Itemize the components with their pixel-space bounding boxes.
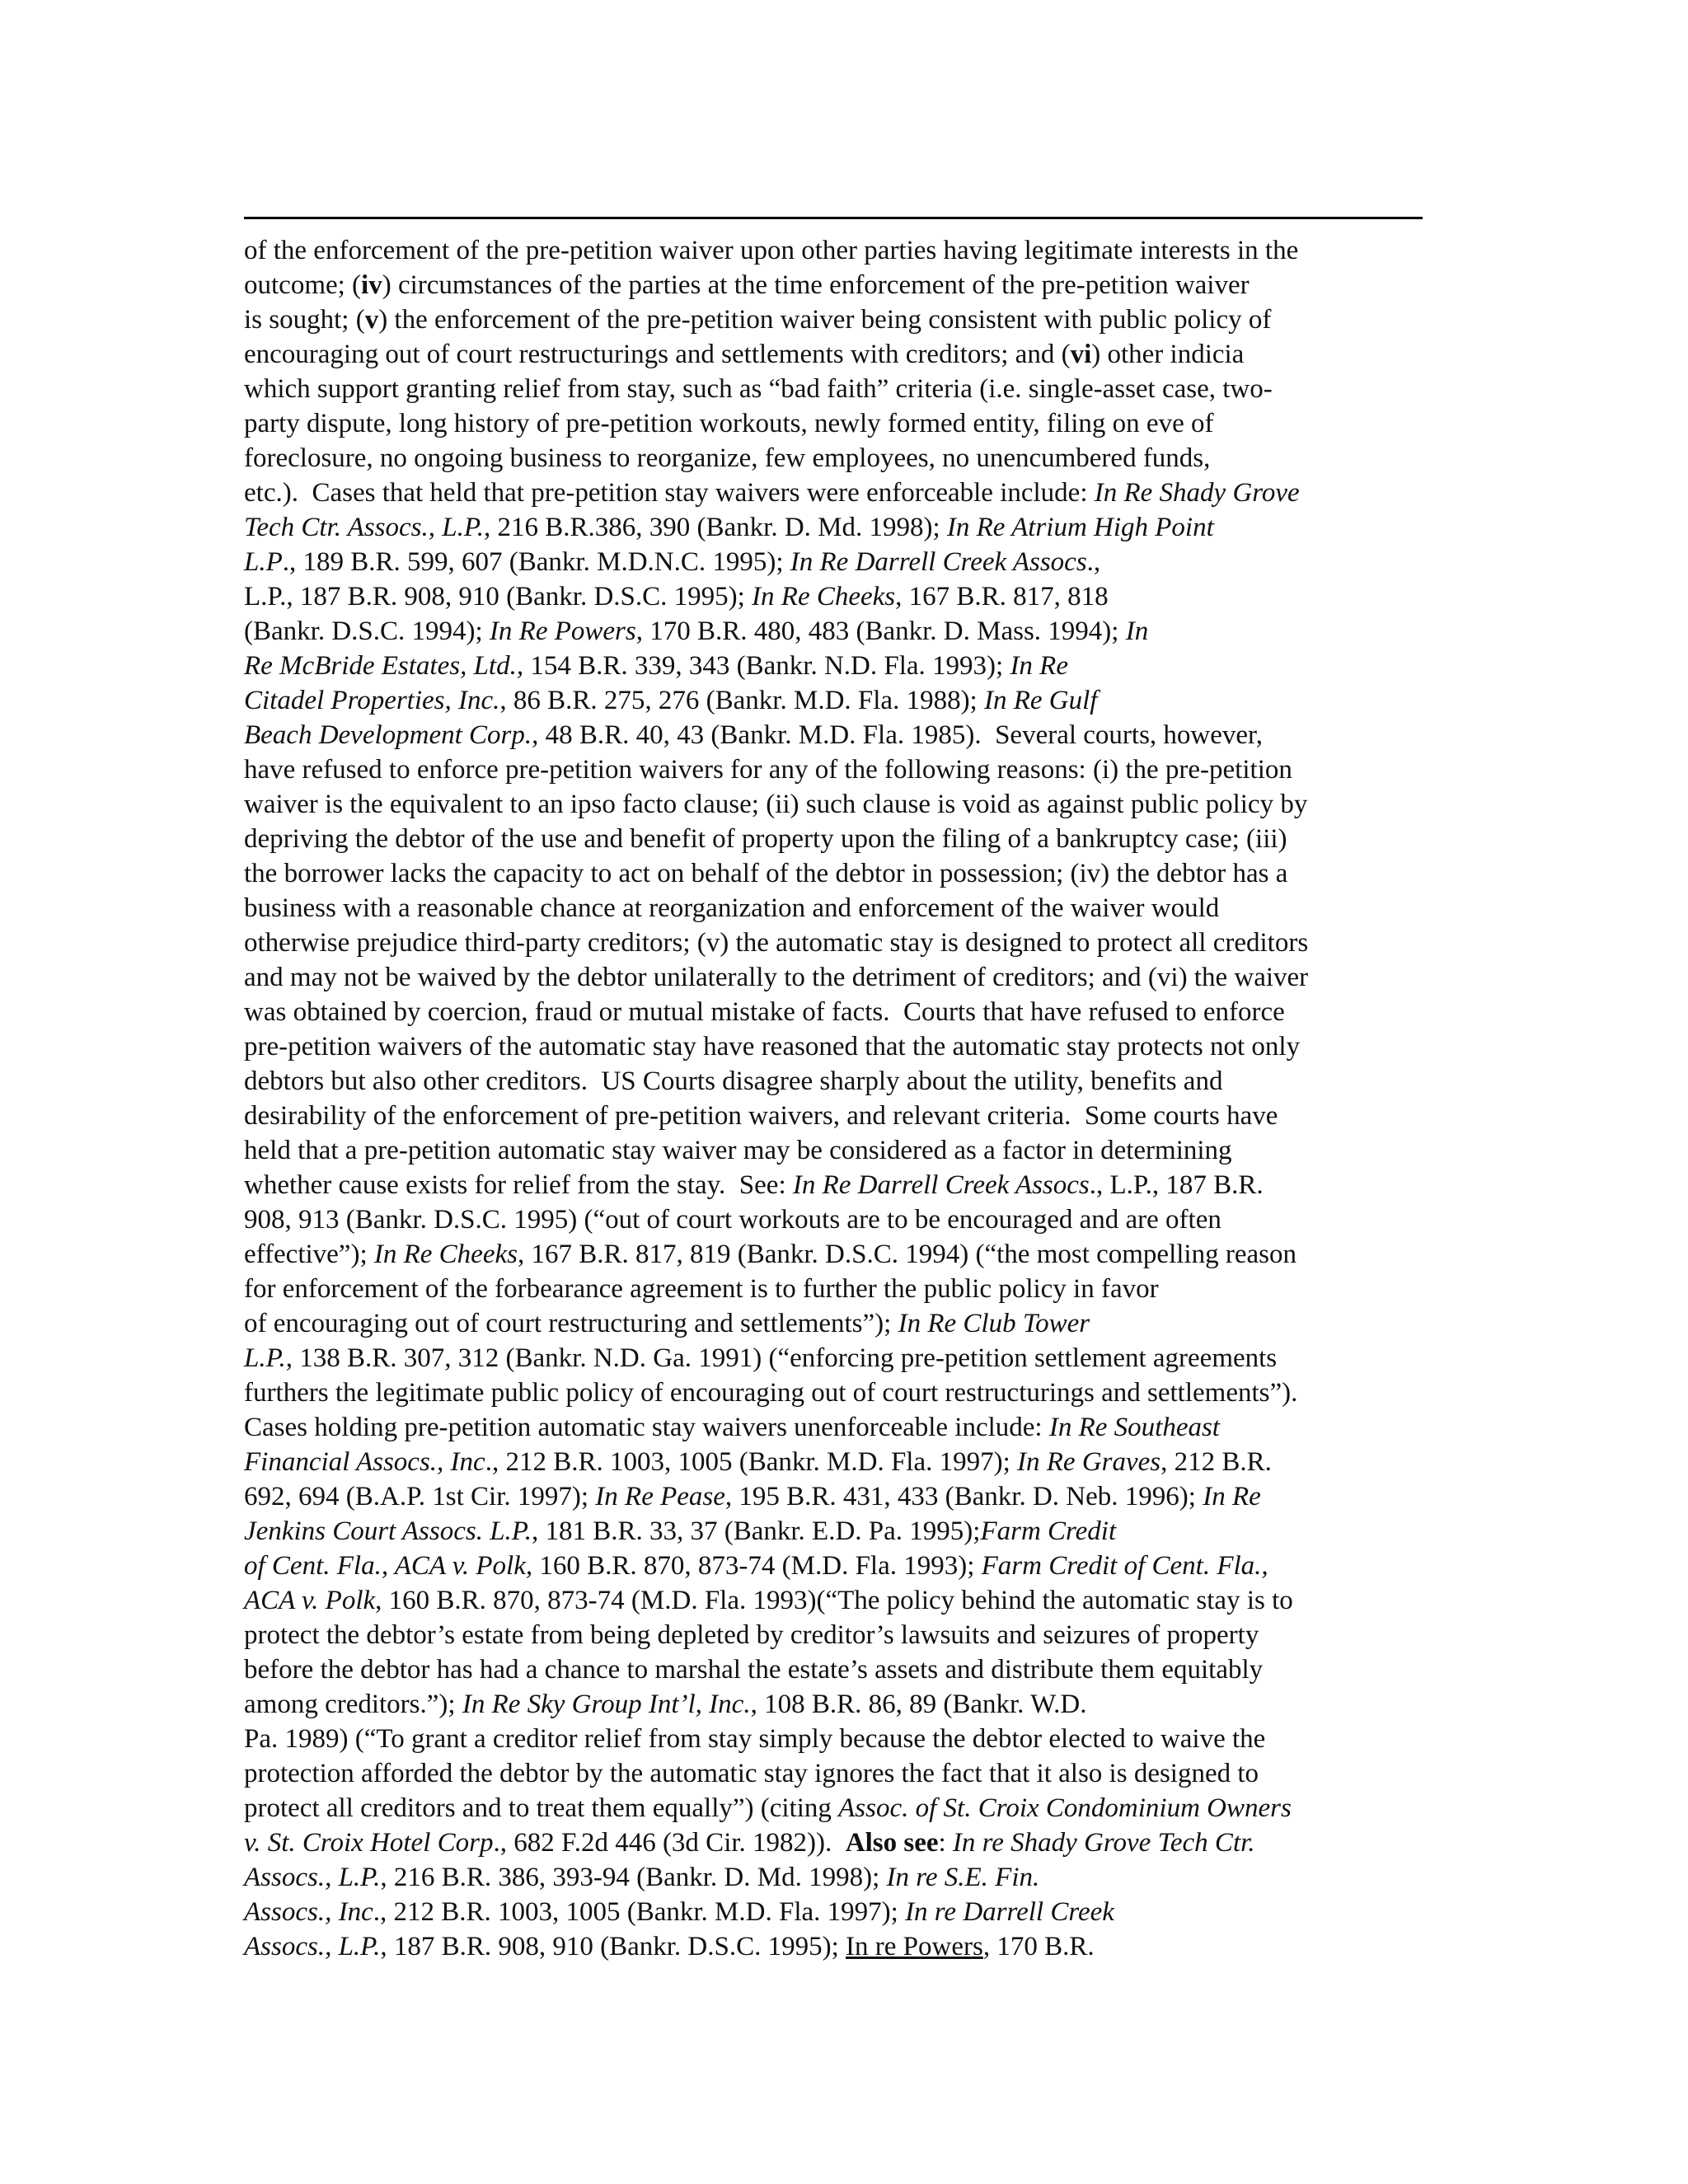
case-citation-italic: In Re Graves — [1017, 1447, 1161, 1477]
text-run: ., L.P., 187 B.R. — [1089, 1170, 1264, 1200]
case-citation-italic: Beach Development Corp. — [244, 720, 532, 750]
case-citation-italic: Re McBride Estates, Ltd., — [244, 651, 524, 681]
case-citation-italic: L.P. — [244, 1343, 286, 1373]
case-citation-italic: ACA v. Polk — [244, 1586, 376, 1615]
text-run: desirability of the enforcement of pre-petition waivers, and relevant criteria. Some courts have — [244, 1101, 1278, 1131]
footnote-line — [244, 1376, 1431, 1410]
text-run: ) circumstances of the parties at the time enforcement of the pre-petition waiver — [382, 270, 1250, 300]
case-citation-italic: Jenkins Court Assocs. L.P. — [244, 1516, 532, 1546]
footnote-line — [244, 1687, 1431, 1722]
case-citation-italic: In Re Darrell Creek Assocs — [792, 1170, 1090, 1200]
footnote-line — [244, 1202, 1431, 1237]
text-run: of the enforcement of the pre-petition waiver upon other parties having legitimate interests in the — [244, 236, 1299, 265]
text-run: , 170 B.R. 480, 483 (Bankr. D. Mass. 1994); — [635, 616, 1126, 646]
case-citation-italic: In Re Sky Group Int’l, Inc. — [462, 1690, 751, 1719]
footnote-line — [244, 960, 1431, 995]
case-citation-italic: In Re Atrium High Point — [946, 513, 1214, 542]
case-citation-italic: In Re Cheeks — [373, 1240, 518, 1269]
text-run: outcome; ( — [244, 270, 362, 300]
footnote-line — [244, 891, 1431, 926]
emphasis-bold: v — [364, 305, 379, 335]
footnote-line — [244, 1341, 1431, 1376]
text-run: party dispute, long history of pre-petition workouts, newly formed entity, filing on eve of — [244, 409, 1214, 438]
text-run: , 138 B.R. 307, 312 (Bankr. N.D. Ga. 1991) (“enforcing pre-petition settlement agreements — [285, 1343, 1278, 1373]
footnote-line — [244, 856, 1431, 891]
footnote-line — [244, 1825, 1431, 1860]
text-run: and may not be waived by the debtor unilaterally to the detriment of creditors; and (vi) the waiver — [244, 963, 1309, 992]
text-run: protect the debtor’s estate from being depleted by creditor’s lawsuits and seizures of property — [244, 1620, 1259, 1650]
text-run: , 167 B.R. 817, 819 (Bankr. D.S.C. 1994) (“the most compelling reason — [517, 1240, 1296, 1269]
case-citation-italic: In Re Darrell Creek Assocs — [790, 547, 1087, 577]
text-run: have refused to enforce pre-petition waivers for any of the following reasons: (i) the pre-petition — [244, 755, 1292, 785]
footnote-line — [244, 337, 1431, 372]
text-run: waiver is the equivalent to an ipso facto clause; (ii) such clause is void as against public policy by — [244, 790, 1308, 819]
footnote-line — [244, 1099, 1431, 1133]
text-run: business with a reasonable chance at reorganization and enforcement of the waiver would — [244, 893, 1220, 923]
text-run: L.P., 187 B.R. 908, 910 (Bankr. D.S.C. 1995); — [244, 582, 753, 612]
text-run: foreclosure, no ongoing business to reorganize, few employees, no unencumbered funds, — [244, 443, 1211, 473]
footnote-line — [244, 718, 1431, 752]
text-run: ., — [1086, 547, 1101, 577]
case-citation-italic: In Re Powers — [489, 616, 636, 646]
case-citation-italic: Assoc. of St. Croix Condominium Owners — [838, 1793, 1292, 1823]
case-citation-italic: Tech Ctr. Assocs., L.P. — [244, 513, 484, 542]
case-citation-italic: In Re Shady Grove — [1094, 478, 1300, 508]
footnote-line — [244, 822, 1431, 856]
footnote-line — [244, 1410, 1431, 1445]
footnote-line — [244, 510, 1431, 545]
emphasis-bold: vi — [1070, 340, 1092, 369]
case-citation-italic: In re Darrell Creek — [905, 1897, 1114, 1927]
case-citation-italic: Farm Credit of Cent. Fla., — [981, 1551, 1268, 1581]
footnote-line — [244, 1756, 1431, 1791]
text-run: held that a pre-petition automatic stay waiver may be considered as a factor in determining — [244, 1136, 1232, 1165]
text-run: , 86 B.R. 275, 276 (Bankr. M.D. Fla. 1988); — [499, 686, 984, 715]
footnote-text-block — [244, 233, 1431, 1964]
case-citation-italic: In — [1125, 616, 1149, 646]
footnote-line — [244, 1791, 1431, 1825]
text-run: the borrower lacks the capacity to act on behalf of the debtor in possession; (iv) the debtor has a — [244, 859, 1288, 888]
text-run: , 170 B.R. — [982, 1932, 1095, 1961]
text-run: Cases holding pre-petition automatic stay waivers unenforceable include: — [244, 1413, 1049, 1442]
text-run: furthers the legitimate public policy of encouraging out of court restructurings and settlements”). — [244, 1378, 1298, 1408]
footnote-line — [244, 1306, 1431, 1341]
text-run: , 108 B.R. 86, 89 (Bankr. W.D. — [750, 1690, 1087, 1719]
footnote-line — [244, 372, 1431, 406]
text-run: was obtained by coercion, fraud or mutual mistake of facts. Courts that have refused to enforce — [244, 997, 1285, 1027]
text-run: effective”); — [244, 1240, 374, 1269]
case-citation-italic: In re Shady Grove Tech Ctr. — [952, 1828, 1255, 1858]
case-citation-italic: Citadel Properties, Inc. — [244, 686, 500, 715]
text-run: ., 189 B.R. 599, 607 (Bankr. M.D.N.C. 1995); — [282, 547, 790, 577]
footnote-line — [244, 1722, 1431, 1756]
emphasis-bold: Also see — [845, 1828, 939, 1858]
footnote-line — [244, 545, 1431, 579]
text-run: , 216 B.R.386, 390 (Bankr. D. Md. 1998); — [483, 513, 947, 542]
text-run: which support granting relief from stay, such as “bad faith” criteria (i.e. single-asset case, two- — [244, 374, 1273, 404]
case-citation-italic: In Re Gulf — [983, 686, 1098, 715]
footnote-line — [244, 1583, 1431, 1618]
footnote-line — [244, 268, 1431, 302]
text-run: protect all creditors and to treat them equally”) (citing — [244, 1793, 839, 1823]
case-citation-italic: In Re Southeast — [1048, 1413, 1220, 1442]
footnote-line — [244, 649, 1431, 683]
footnote-line — [244, 1133, 1431, 1168]
case-citation-italic: Assocs., L.P. — [244, 1863, 381, 1892]
footnote-line — [244, 1237, 1431, 1272]
text-run: ) the enforcement of the pre-petition waiver being consistent with public policy of — [378, 305, 1272, 335]
case-citation-italic: In Re Cheeks — [752, 582, 896, 612]
text-run: etc.). Cases that held that pre-petition stay waivers were enforceable include: — [244, 478, 1095, 508]
footnote-line — [244, 1272, 1431, 1306]
footnote-line — [244, 1514, 1431, 1549]
case-citation-italic: Farm Credit — [980, 1516, 1117, 1546]
footnote-line — [244, 1445, 1431, 1479]
text-run: encouraging out of court restructurings and settlements with creditors; and ( — [244, 340, 1071, 369]
text-run: , 216 B.R. 386, 393-94 (Bankr. D. Md. 1998); — [380, 1863, 887, 1892]
footnote-line — [244, 1652, 1431, 1687]
case-citation-italic: In Re Pease — [595, 1482, 725, 1511]
footnote-line — [244, 476, 1431, 510]
case-citation-italic: In Re — [1203, 1482, 1261, 1511]
footnote-line — [244, 752, 1431, 787]
footnote-line — [244, 683, 1431, 718]
footnote-line — [244, 1168, 1431, 1202]
text-run: ., 212 B.R. 1003, 1005 (Bankr. M.D. Fla. 1997); — [373, 1897, 906, 1927]
text-run: debtors but also other creditors. US Courts disagree sharply about the utility, benefits and — [244, 1066, 1223, 1096]
text-run: 908, 913 (Bankr. D.S.C. 1995) (“out of court workouts are to be encouraged and are often — [244, 1205, 1221, 1235]
footnote-line — [244, 1479, 1431, 1514]
text-run: (Bankr. D.S.C. 1994); — [244, 616, 490, 646]
case-citation-italic: of Cent. Fla., ACA v. Polk, — [244, 1551, 533, 1581]
case-citation-italic: In Re — [1010, 651, 1068, 681]
case-citation-italic: In re S.E. Fin. — [886, 1863, 1040, 1892]
text-run: , 181 B.R. 33, 37 (Bankr. E.D. Pa. 1995); — [531, 1516, 981, 1546]
text-run: Pa. 1989) (“To grant a creditor relief from stay simply because the debtor elected to waive the — [244, 1724, 1266, 1754]
case-citation-italic: Assocs., L.P. — [244, 1932, 381, 1961]
text-run: : — [938, 1828, 953, 1858]
case-citation-italic: Financial Assocs., Inc — [244, 1447, 485, 1477]
text-run: 160 B.R. 870, 873-74 (M.D. Fla. 1993); — [532, 1551, 982, 1581]
text-run: for enforcement of the forbearance agreement is to further the public policy in favor — [244, 1274, 1159, 1304]
text-run: is sought; ( — [244, 305, 365, 335]
case-citation-italic: L.P — [244, 547, 283, 577]
text-run: depriving the debtor of the use and benefit of property upon the filing of a bankruptcy case; (iii) — [244, 824, 1287, 854]
text-run: pre-petition waivers of the automatic stay have reasoned that the automatic stay protects not only — [244, 1032, 1301, 1062]
footnote-line — [244, 926, 1431, 960]
footnote-line — [244, 1618, 1431, 1652]
text-run: protection afforded the debtor by the automatic stay ignores the fact that it also is designed to — [244, 1759, 1259, 1788]
text-run: , 195 B.R. 431, 433 (Bankr. D. Neb. 1996); — [724, 1482, 1203, 1511]
text-run: 154 B.R. 339, 343 (Bankr. N.D. Fla. 1993); — [523, 651, 1010, 681]
text-run: , 160 B.R. 870, 873-74 (M.D. Fla. 1993)(“The policy behind the automatic stay is to — [375, 1586, 1293, 1615]
footnote-separator-rule — [244, 217, 1423, 219]
case-citation-underlined: In re Powers — [846, 1932, 983, 1961]
footnote-line — [244, 787, 1431, 822]
footnote-line — [244, 1860, 1431, 1895]
footnote-line — [244, 995, 1431, 1029]
case-citation-italic: v. St. Croix Hotel Corp — [244, 1828, 494, 1858]
footnote-line — [244, 406, 1431, 441]
footnote-line — [244, 302, 1431, 337]
text-run: ., 212 B.R. 1003, 1005 (Bankr. M.D. Fla. 1997); — [485, 1447, 1018, 1477]
footnote-line — [244, 1929, 1431, 1964]
text-run: , 212 B.R. — [1160, 1447, 1272, 1477]
case-citation-italic: In Re Club Tower — [898, 1309, 1090, 1338]
footnote-line — [244, 233, 1431, 268]
text-run: ., 682 F.2d 446 (3d Cir. 1982)). — [493, 1828, 846, 1858]
emphasis-bold: iv — [361, 270, 382, 300]
text-run: , 167 B.R. 817, 818 — [895, 582, 1109, 612]
footnote-line — [244, 1549, 1431, 1583]
footnote-line — [244, 441, 1431, 476]
text-run: whether cause exists for relief from the stay. See: — [244, 1170, 793, 1200]
text-run: of encouraging out of court restructuring and settlements”); — [244, 1309, 898, 1338]
footnote-line — [244, 579, 1431, 614]
footnote-line — [244, 614, 1431, 649]
text-run: otherwise prejudice third-party creditors; (v) the automatic stay is designed to protect all creditors — [244, 928, 1309, 958]
text-run: 692, 694 (B.A.P. 1st Cir. 1997); — [244, 1482, 596, 1511]
footnote-line — [244, 1029, 1431, 1064]
footnote-line — [244, 1895, 1431, 1929]
text-run: ) other indicia — [1091, 340, 1245, 369]
case-citation-italic: Assocs., Inc — [244, 1897, 373, 1927]
text-run: , 48 B.R. 40, 43 (Bankr. M.D. Fla. 1985). Several courts, however, — [532, 720, 1263, 750]
text-run: , 187 B.R. 908, 910 (Bankr. D.S.C. 1995); — [380, 1932, 846, 1961]
footnote-line — [244, 1064, 1431, 1099]
text-run: among creditors.”); — [244, 1690, 462, 1719]
text-run: before the debtor has had a chance to marshal the estate’s assets and distribute them equitably — [244, 1655, 1264, 1685]
